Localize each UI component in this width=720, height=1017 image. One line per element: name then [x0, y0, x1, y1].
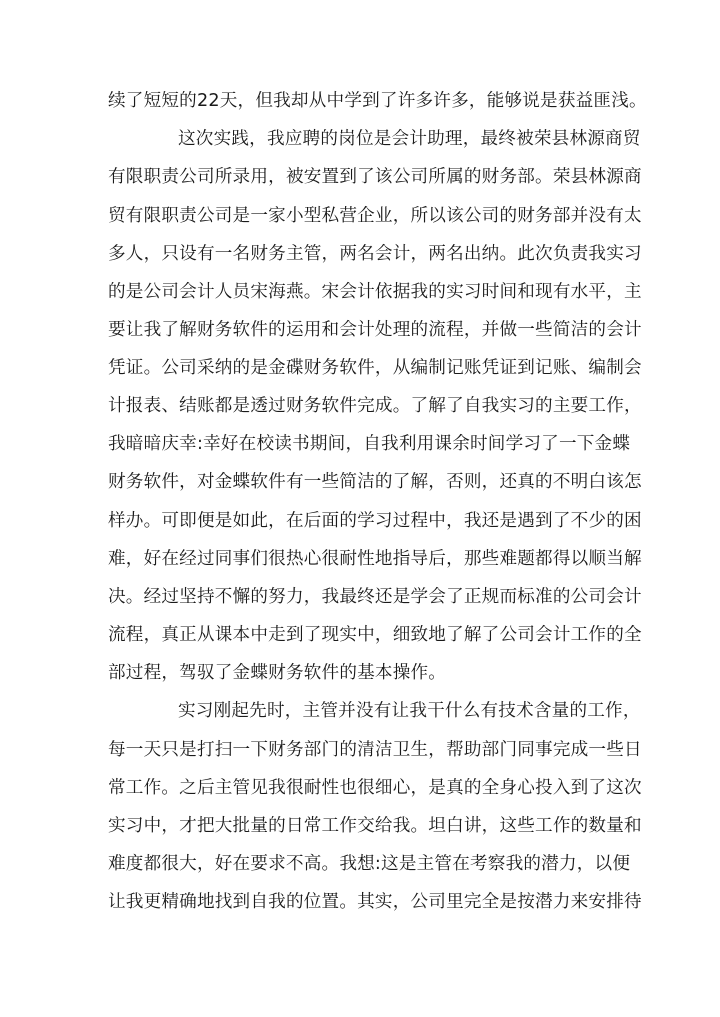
text-line: 要让我了解财务软件的运用和会计处理的流程，并做一些简洁的会计	[108, 320, 642, 340]
text-line: 流程，真正从课本中走到了现实中，细致地了解了公司会计工作的全	[108, 625, 642, 645]
text-line: 难，好在经过同事们很热心很耐性地指导后，那些难题都得以顺当解	[108, 549, 642, 569]
text-line: 实习刚起先时，主管并没有让我干什么有技术含量的工作，	[178, 701, 641, 721]
text-line: 部过程，驾驭了金蝶财务软件的基本操作。	[108, 663, 447, 683]
text-line: 财务软件，对金蝶软件有一些简洁的了解，否则，还真的不明白该怎	[108, 472, 642, 492]
text-line: 难度都很大，好在要求不高。我想:这是主管在考察我的潜力，以便	[108, 854, 631, 874]
text-line: 样办。可即便是如此，在后面的学习过程中，我还是遇到了不少的困	[108, 511, 642, 531]
text-line: 实习中，才把大批量的日常工作交给我。坦白讲，这些工作的数量和	[108, 816, 642, 836]
text-line: 每一天只是打扫一下财务部门的清洁卫生，帮助部门同事完成一些日	[108, 740, 642, 760]
text-line: 常工作。之后主管见我很耐性也很细心，是真的全身心投入到了这次	[108, 778, 642, 798]
text-line: 决。经过坚持不懈的努力，我最终还是学会了正规而标准的公司会计	[108, 587, 642, 607]
text-line: 续了短短的22天，但我却从中学到了许多许多，能够说是获益匪浅。	[108, 91, 647, 111]
text-line: 计报表、结账都是透过财务软件完成。了解了自我实习的主要工作，	[108, 396, 642, 416]
text-line: 有限职责公司所录用，被安置到了该公司所属的财务部。荣县林源商	[108, 167, 642, 187]
text-line: 多人，只设有一名财务主管，两名会计，两名出纳。此次负责我实习	[108, 244, 642, 264]
text-line: 我暗暗庆幸:幸好在校读书期间，自我利用课余时间学习了一下金蝶	[108, 434, 631, 454]
text-line: 的是公司会计人员宋海燕。宋会计依据我的实习时间和现有水平，主	[108, 282, 642, 302]
text-line: 贸有限职责公司是一家小型私营企业，所以该公司的财务部并没有太	[108, 206, 642, 226]
text-line: 这次实践，我应聘的岗位是会计助理，最终被荣县林源商贸	[178, 129, 641, 149]
text-line: 让我更精确地找到自我的位置。其实，公司里完全是按潜力来安排待	[108, 892, 642, 912]
text-line: 凭证。公司采纳的是金碟财务软件，从编制记账凭证到记账、编制会	[108, 358, 642, 378]
